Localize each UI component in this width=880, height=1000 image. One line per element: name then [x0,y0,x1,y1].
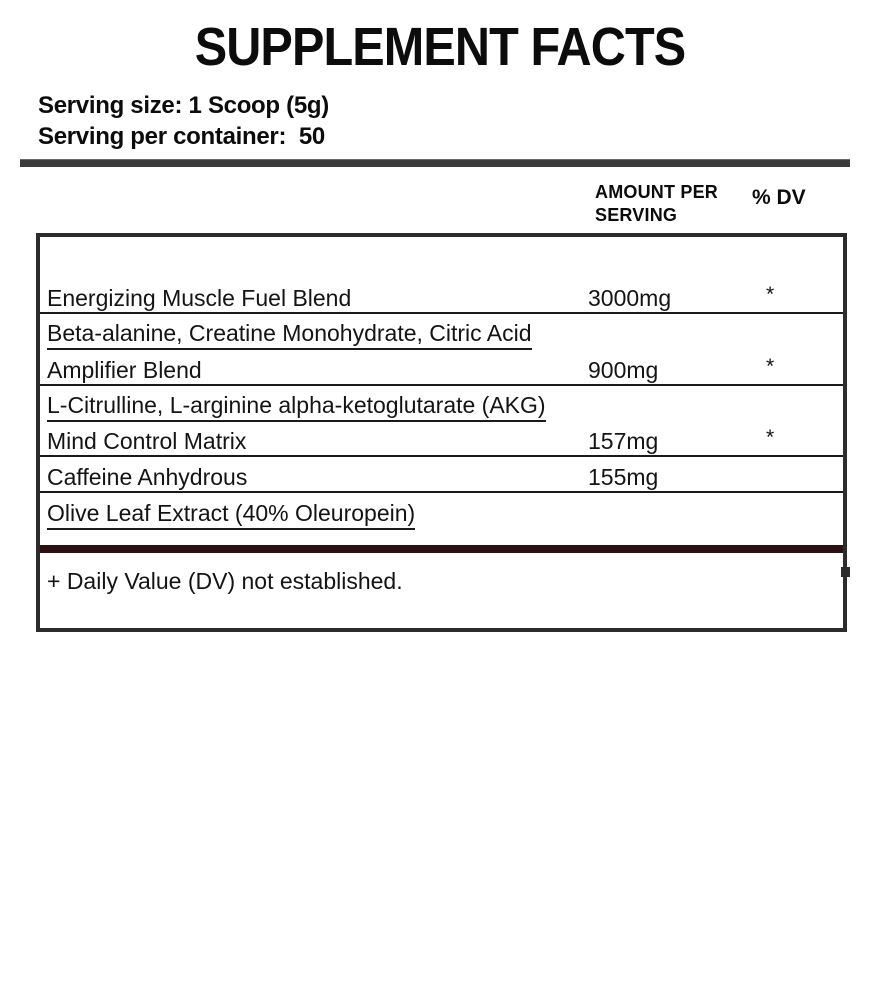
ingredient-amount: 157mg [588,428,659,454]
column-header-amount-per-serving [595,181,718,227]
table-row-amplifier-ingredients [40,392,843,422]
ingredient-name: Caffeine Anhydrous [47,464,248,490]
table-row-energizing-blend [40,284,843,314]
ingredient-amount: 3000mg [588,285,672,311]
ingredient-name: Energizing Muscle Fuel Blend [47,285,352,311]
column-header-percent-dv: % DV [752,186,806,209]
ingredient-dv: * [766,426,775,449]
ingredient-sublist: Beta-alanine, Creatine Monohydrate, Citric Acid [47,319,532,350]
amount-header-line2: SERVING [595,205,678,225]
daily-value-footnote: + Daily Value (DV) not established. [47,568,403,594]
ingredient-name: Mind Control Matrix [47,428,247,454]
amount-header-line1: AMOUNT PER [595,182,718,202]
ingredient-name: Amplifier Blend [47,357,202,383]
serving-size-text: Serving size: 1 Scoop (5g) [38,92,329,119]
page-title: SUPPLEMENT FACTS [194,17,686,77]
table-row-caffeine-anhydrous [40,463,843,493]
table-row-energizing-ingredients [40,320,843,350]
ingredient-dv: * [766,283,775,306]
ingredient-dv: * [766,355,775,378]
header-divider-rule [20,159,850,167]
border-notch-artifact [841,567,850,577]
table-row-amplifier-blend [40,356,843,386]
ingredient-amount: 155mg [588,464,659,490]
ingredient-amount: 900mg [588,357,659,383]
servings-per-container-text: Serving per container: 50 [38,123,325,150]
footnote-divider-bar [40,545,843,553]
table-row-mind-control-matrix [40,427,843,457]
facts-table [36,233,847,632]
ingredient-sublist: Olive Leaf Extract (40% Oleuropein) [47,499,415,530]
table-row-olive-leaf-extract [40,500,843,530]
ingredient-sublist: L-Citrulline, L-arginine alpha-ketoglutarate (AKG) [47,391,546,422]
